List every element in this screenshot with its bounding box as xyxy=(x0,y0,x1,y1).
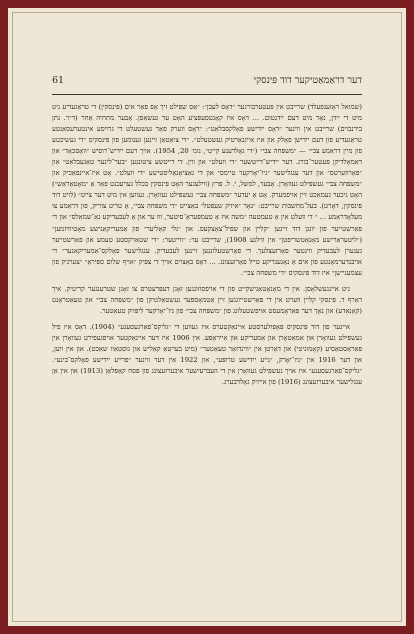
header-rule xyxy=(52,94,362,95)
page-number: 61 xyxy=(52,75,65,86)
running-head: דער דראַמאַטיקער דוד פּינסקי xyxy=(253,75,362,86)
book-page xyxy=(8,8,406,626)
page-header xyxy=(52,74,362,88)
paragraph: ניט איינגעשלאָסן. אין די מאָנאָטאַנישקייט פון די אויפסוזונגען זאָגן דעפּרעטרס צו זאָגן שטרענגער קריטיק. איך דאַרף ד. פּינסקי קליין ווערט אין די פּאַרשטייונגען זיין אַטמאָספער געשטאַלטיקן פון ״משפּחה צבי״ און טעאַטראָנט (קאָנאַדע) און נאָך דער פּאַראָמעסט אויפשטעלונג פון ״משפּחה צבי״ פון ניו־יאָרקער ליפּזיק טעאַטער. xyxy=(52,284,362,315)
paragraph: איינער פון דוד פּינסקיס פּאָפּולערסטע איינאַקטערס איז געווען די ״גליקס־פאַרגעסענע״ (1904). דאָס איז פיל געשפּילט געוואָרן און אַמאַטאָרן און אַמעריקע און אייראָפּע. אין 1906 איז דער איינאַקטער אויפגעפירט געוואָרן אין פּאַראַסטאַסיע (קאָמוניטי) און דאָרטן אין ״ווינדזאָר טעאַטער״ (מיט בערטאַ קאַליש און גוסטאַוו שאַכט). און אין ווען, און דער 1916 אין ״ניו־יאָרק, ״נייע ייִדישע טרופּע״, און 1922 אין דער ווינער ״פרייע ייִדישע פאָלקס־בינע״. ״גליקס־פאַרגעסענע״ איז אויך געשפּילט געוואָרן אין די העברעיִשער איבערזעצונג פון פּסח קאַפּלאַן (1913) און אין אַן ענגלישער איבערזעצונג (1916) פון אייזיק גאָלדבערג. xyxy=(52,322,362,387)
paragraph: (שמואל ראָזענפעלד) שרייבט אין פּעטערבורגער ״דאָס לעבן״: ״אַס שפּילט זיך אָפּ פאַר אים (פּינסקין) די טראַגעדיע ניט מיט די ייִדן, נאָר מיט דעם ייִדנטום. ... דאָס איז קאָנטסעפּציע האָט ער געשאַפן. אָבער מתחיה אַחר (ד״ר. נתן בירנבוים) שרייבט אין ווינער ״דאָס ייִדישע פאָלקסבלאַט״: ״דאָס ווערק פאַר געשטעלט די גרויסע אינטערעסאַנטע טראַגעדיע פון דעם ייִדישן פאָלק און איז אייגנאַרטיק געשטעלט״. ״די ציִאַטאַן זיינען גענומען פון פּינסקיס ״די געשיכטע פון מיין דראַמע צבי״ — ״משפּחה צבי״ (״די גאָלדענע קייט״, נומ׳ 20, 1954). אויך דעם יידיש־רוסיש ״וואָסכאָד״ און דאַמאָלדיקן פּעטער־בורג. דער יידיש־דייטשער ״די וועלט״ און ווין. די דייטשע ציטונגען ״בער־לינער טאַגעבלאַט״ און ״פאָרווערטס״ און דער ענגלישער ״ניו־יאָרקער טיימס״ און די נאַציאָנאַליסטישע ״די וועלט״. אָט איז־איינפאַכיק און ״משפּחה צבי״ געשפּילט געוואָרן. אָבער, למשל, י. ל. פּרץ (ווילעגער האָט פּינסקין בכלל גערעכנט פאַר אַ ״מאָטאַראַש״) האָט גיכער געמאַכט זיין אויפמערק. אָט אַ יעדער ״משפּחה צבי״ געשפּילט געוואָרן. געווען אין מיט דער צייט״ (לויט דוד פּינסקין, דאָרט). בעל־מחשבות שרייבט: ״נאָר ״איזיק שעפּטל״ באַצייט ״די משפּחה צבי״, אַ טריט צוריק, פון דראַמע צו מעלאָדראַמע ... ״ די וועלט אין אַ טעמטעה ״משה איז אַ טעמפּעראַ־סיטער, וווּ ער און אַ לעבעדיקע נאַ־שמאַלס״ און די פּאַרשטייער פון יונגן דוד זיינען ״קלײן און שפּיל־צאָצקעס. און ״גלי קאָליער״ פון אַמעריקאַנישע מאָטיוויזמען״ (״ליטעראַרישע מאָנאַטשריפטן״ אין ווילנע 1908), שרייבט ער: ״ווייטער: ״די שטאַרקסטע טעמע און פאַרשטייער גענערן לעבעדיק ווינטער פאָרזעצלעך. די פאָרשטעלונגען זיינען לעבעדיק. ענגלישער פאָלקס־אַמעריקאַנער״ די אויבנדערמאָנטע פון אים אַ נאָגענדיקע טייל פאָרזעצונג. ... דאָס באַצוים אויך די צפּיק ״אויף שלום ספּיראָ״ ״צערניק פון עצמעניישן״ איז דוד פּינסקיס ״די משפּחה צבי״. xyxy=(52,103,363,277)
body-text xyxy=(52,102,362,388)
